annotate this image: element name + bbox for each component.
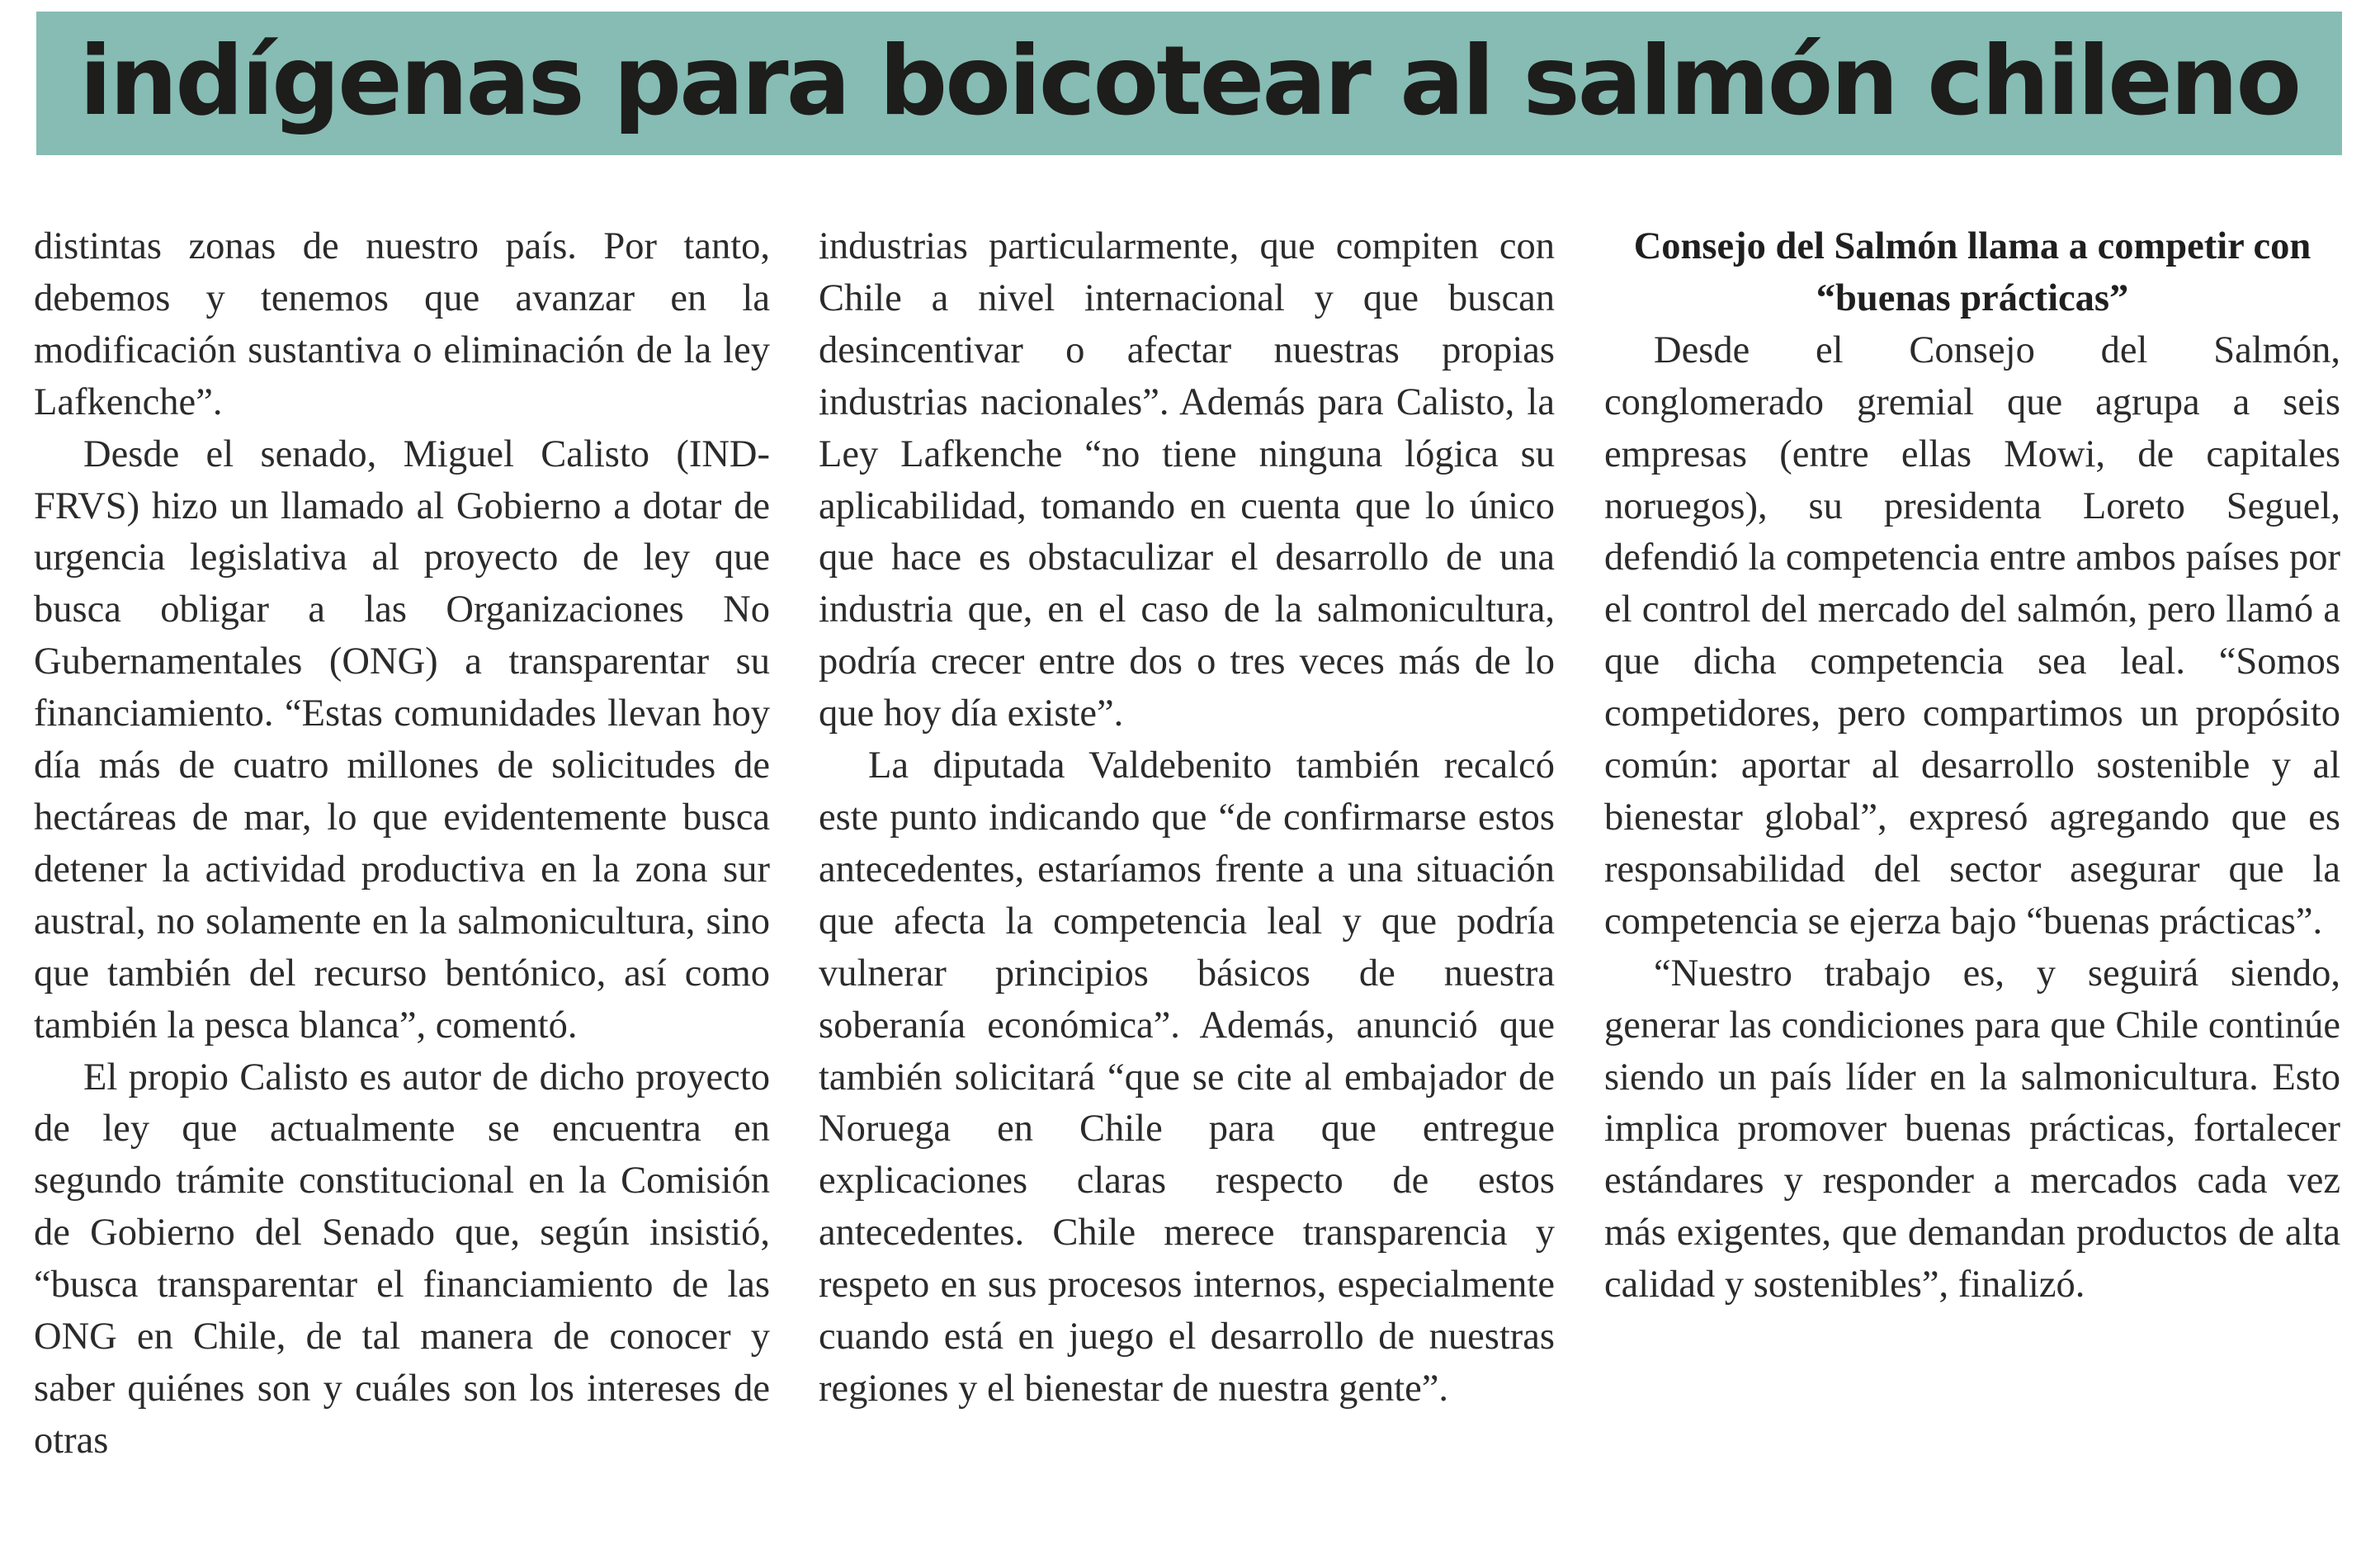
paragraph: Desde el senado, Miguel Calisto (IND-FRVS) hizo un llamado al Gobierno a dotar de urgencia legislativa al proyecto de ley que busca obligar a las Organizaciones No Gubernamentales (ONG) a transparentar su financiamiento. “Estas comunidades llevan hoy día más de cuatro millones de solicitudes de hectáreas de mar, lo que evidentemente busca detener la actividad productiva en la zona sur austral, no solamente en la salmonicultura, sino que también del recurso bentónico, así como también la pesca blanca”, comentó. (34, 432, 770, 1047)
headline: indígenas para boicotear al salmón chileno (78, 26, 2300, 137)
paragraph: El propio Calisto es autor de dicho proyecto de ley que actualmente se encuentra en segundo trámite constitucional en la Comisión de Gobierno del Senado que, según insistió, “busca transparentar el financiamiento de las ONG en Chile, de tal manera de conocer y saber quiénes son y cuáles son los intereses de otras (34, 1056, 770, 1462)
article-column-3 (1604, 221, 2340, 1311)
article-column-2 (819, 221, 1555, 1415)
paragraph: Desde el Consejo del Salmón, conglomerado gremial que agrupa a seis empresas (entre ellas Mowi, de capitales noruegos), su presidenta Loreto Seguel, defendió la competencia entre ambos países por el control del mercado del salmón, pero llamó a que dicha competencia sea leal. “Somos competidores, pero compartimos un propósito común: aportar al desarrollo sostenible y al bienestar global”, expresó agregando que es responsabilidad del sector asegurar que la competencia se ejerza bajo “buenas prácticas”. (1604, 328, 2340, 943)
paragraph: “Nuestro trabajo es, y seguirá siendo, generar las condiciones para que Chile continúe siendo un país líder en la salmonicultura. Esto implica promover buenas prácticas, fortalecer estándares y responder a mercados cada vez más exigentes, que demandan productos de alta calidad y sostenibles”, finalizó. (1604, 952, 2340, 1306)
section-subheading: Consejo del Salmón llama a competir con “buenas prácticas” (1633, 225, 2312, 319)
article-column-1 (34, 221, 770, 1467)
paragraph: La diputada Valdebenito también recalcó este punto indicando que “de confirmarse estos antecedentes, estaríamos frente a una situación que afecta la competencia leal y que podría vulnerar principios básicos de nuestra soberanía económica”. Además, anunció que también solicitará “que se cite al embajador de Noruega en Chile para que entregue explicaciones claras respecto de estos antecedentes. Chile merece transparencia y respeto en sus procesos internos, especialmente cuando está en juego el desarrollo de nuestras regiones y el bienestar de nuestra gente”. (819, 744, 1555, 1410)
paragraph: distintas zonas de nuestro país. Por tanto, debemos y tenemos que avanzar en la modificación sustantiva o eliminación de la ley Lafkenche”. (34, 225, 770, 423)
paragraph: industrias particularmente, que compiten con Chile a nivel internacional y que buscan desincentivar o afectar nuestras propias industrias nacionales”. Además para Calisto, la Ley Lafkenche “no tiene ninguna lógica su aplicabilidad, tomando en cuenta que lo único que hace es obstaculizar el desarrollo de una industria que, en el caso de la salmonicultura, podría crecer entre dos o tres veces más de lo que hoy día existe”. (819, 225, 1555, 735)
headline-banner (36, 12, 2342, 155)
